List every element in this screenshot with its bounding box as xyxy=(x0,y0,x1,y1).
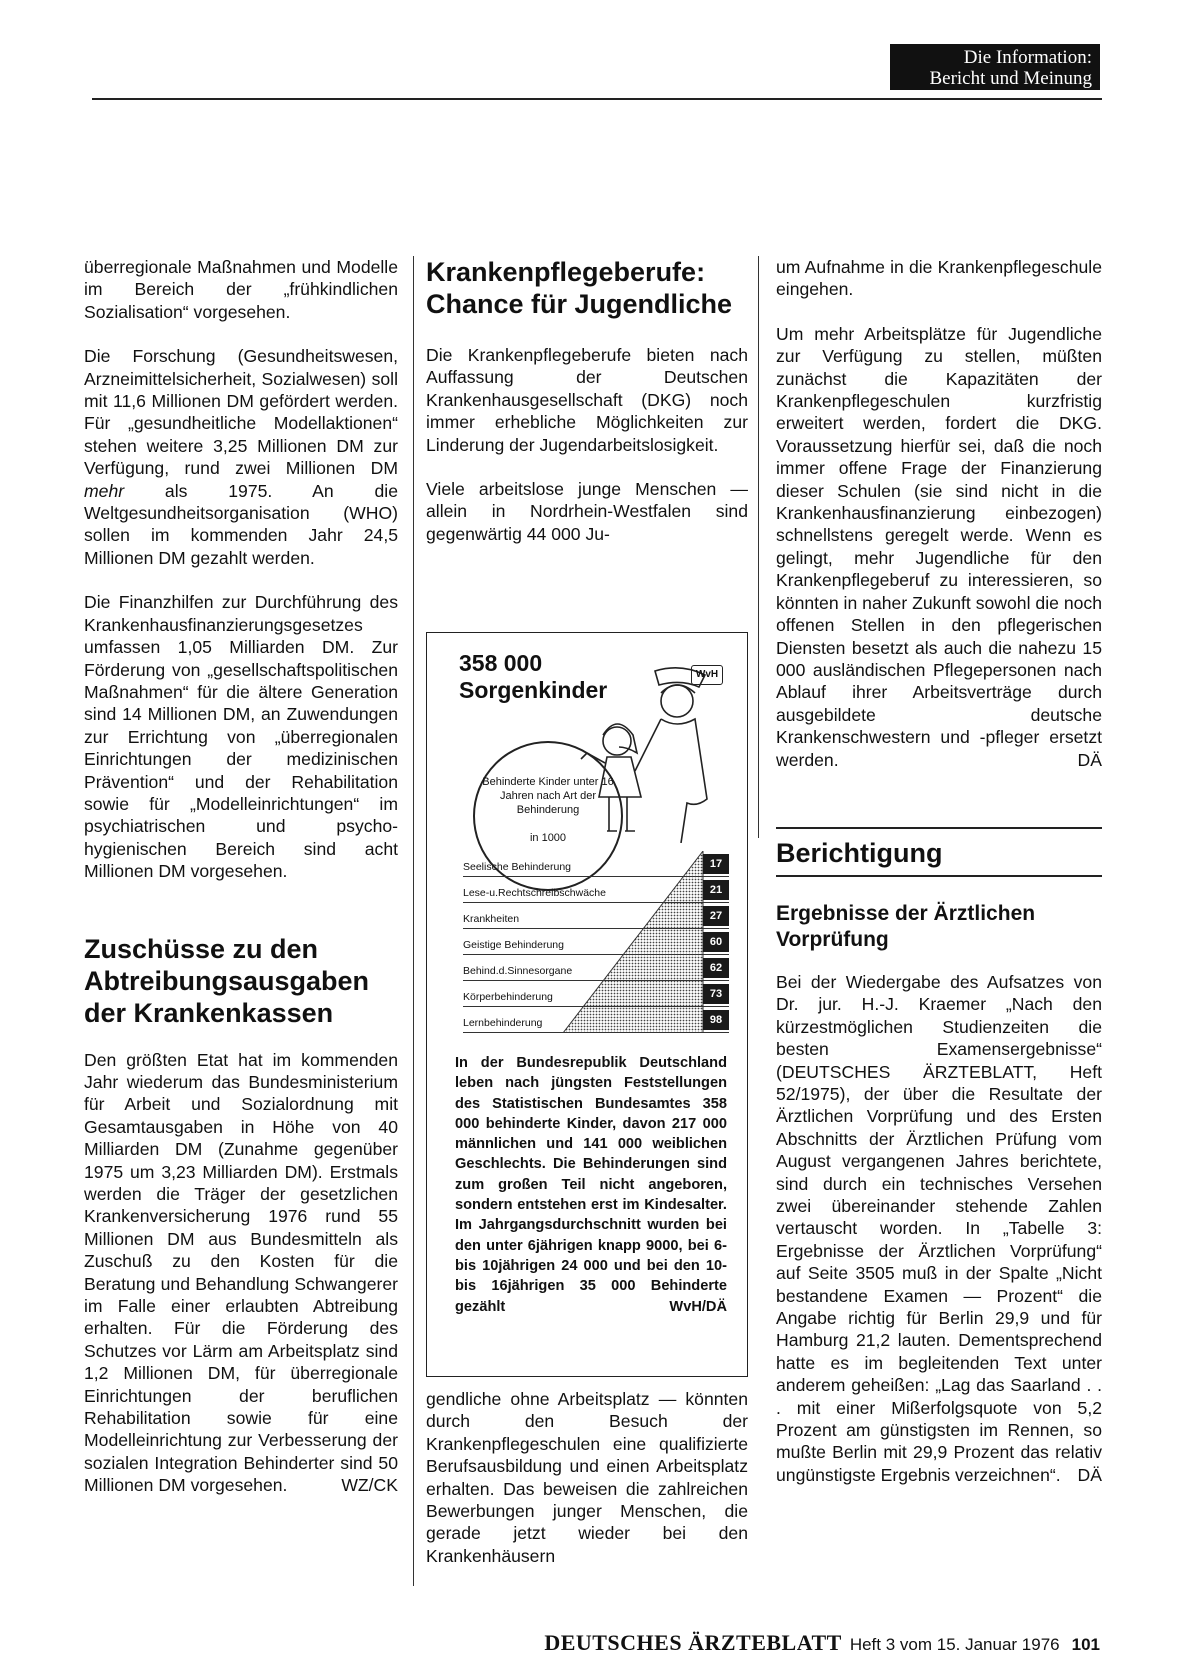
chart-legend-circle: Behinderte Kinder unter 16 Jahren nach Art der Behinderung in 1000 xyxy=(473,741,623,891)
infographic-title: 358 000 Sorgenkinder xyxy=(459,650,608,703)
paragraph: Die Forschung (Gesundheitswesen, Arzneimittelsicherheit, Sozialwesen) soll mit 11,6 Millionen DM gefördert werden. Für „gesundheitliche Modellaktionen“ stehen weitere 3,25 Millionen DM zur Verfügung, rund zwei Millionen DM mehr als 1975. An die Weltgesundheitsorganisation (WHO) sollen im kommenden Jahr 24,5 Millionen DM gezahlt werden. xyxy=(84,346,398,568)
wvh-logo: WvH xyxy=(691,665,723,685)
paragraph: Bei der Wiedergabe des Aufsatzes von Dr. jur. H.-J. Kraemer „Nach den kürzestmöglichen Studienzeiten die besten Examensergebnisse“ (DEUTSCHES ÄRZTEBLATT, Heft 52/1975), der über die Resultate der Ärztlichen Vorprüfung und des Ersten Abschnitts der Ärztlichen Prüfung vom August vergangenen Jahres berichtete, sind durch ein technisches Versehen zwei übereinander stehende Zahlen vertauscht worden. In „Tabelle 3: Ergebnisse der Ärztlichen Vorprüfung“ auf Seite 3505 muß in der Spalte „Nicht bestandene Examen — Prozent“ die Angabe richtig für Berlin 29,9 und für Hamburg 21,2 lauten. Dementsprechend hatte es im begleitenden Text unter anderem geheißen: „Lag das Saarland . . . mit einer Mißerfolgsquote von 5,2 Prozent am günstigsten im Rennen, so mußte Berlin mit 29,9 Prozent das relativ ungünstigste Ergebnis verzeichnen“. DÄ xyxy=(776,971,1102,1485)
category-label: Körperbehinderung xyxy=(463,991,553,1003)
category-value: 98 xyxy=(703,1010,729,1030)
section-label-line1: Die Information: xyxy=(963,47,1092,68)
column-2-continued xyxy=(426,1388,748,1567)
category-label: Seelische Behinderung xyxy=(463,861,571,873)
author-signature: WZ/CK xyxy=(341,1475,398,1496)
paragraph: Viele arbeitslose junge Menschen — allein in Nordrhein-Westfalen sind gegenwärtig 44 000 Ju- xyxy=(426,479,748,544)
category-value: 21 xyxy=(703,880,729,900)
column-2 xyxy=(426,256,748,545)
category-label: Lernbehinderung xyxy=(463,1017,543,1029)
infographic xyxy=(426,632,748,1377)
category-value: 27 xyxy=(703,906,729,926)
paragraph: Die Finanzhilfen zur Durchführung des Krankenhausfinanzierungsgesetzes umfassen 1,05 Milliarden DM. Zur Förderung von „gesellschaftspolitischen Maßnahmen“ für die ältere Generation sind 14 Millionen DM, an Zuwendungen zur Errichtung von „überregionalen Einrichtungen der medizinischen Prävention“ und der Rehabilitation sowie für „Modelleinrichtungen“ im psychiatrischen und psycho-hygienischen Bereich sind acht Millionen DM vorgesehen. xyxy=(84,592,398,882)
section-label xyxy=(890,44,1100,90)
section-heading: Berichtigung xyxy=(776,837,943,868)
paragraph: gendliche ohne Arbeitsplatz — könnten durch den Besuch der Krankenpflegeschulen eine qualifizierte Berufsausbildung und einen Arbeitsplatz erhalten. Das beweisen die zahlreichen Bewerbungen junger Menschen, die gerade jetzt wieder bei den Krankenhäusern xyxy=(426,1389,748,1566)
category-label: Behind.d.Sinnesorgane xyxy=(463,965,573,977)
category-value: 60 xyxy=(703,932,729,952)
category-value: 17 xyxy=(703,854,729,874)
category-value: 73 xyxy=(703,984,729,1004)
caption-signature: WvH/DÄ xyxy=(669,1298,727,1315)
category-row xyxy=(463,851,729,877)
paragraph: überregionale Maßnahmen und Modelle im Bereich der „frühkindlichen Sozialisation“ vorgesehen. xyxy=(84,257,398,322)
page-footer xyxy=(0,1630,1100,1656)
column-divider-2 xyxy=(758,256,759,838)
section-label-line2: Bericht und Meinung xyxy=(929,68,1092,89)
category-row xyxy=(463,1007,729,1033)
paragraph: Die Krankenpflegeberufe bieten nach Auffassung der Deutschen Krankenhausgesellschaft (DKG) noch immer erhebliche Möglichkeiten zur Linderung der Jugendarbeitslosigkeit. xyxy=(426,345,748,455)
author-signature: DÄ xyxy=(1077,1464,1102,1485)
magazine-name: DEUTSCHES ÄRZTEBLATT xyxy=(544,1630,842,1655)
section-rule xyxy=(776,875,1102,877)
article-heading: Krankenpflegeberufe: Chance für Jugendliche xyxy=(426,257,733,319)
category-row xyxy=(463,981,729,1007)
page-number: 101 xyxy=(1071,1635,1100,1654)
category-row xyxy=(463,903,729,929)
category-label: Krankheiten xyxy=(463,913,520,925)
paragraph: um Aufnahme in die Krankenpflegeschule eingehen. xyxy=(776,257,1102,300)
column-3 xyxy=(776,256,1102,1486)
unit-label: in 1000 xyxy=(529,832,567,844)
category-row xyxy=(463,877,729,903)
paragraph: Um mehr Arbeitsplätze für Jugendliche zur Verfügung zu stellen, müßten zunächst die Kapazitäten der Krankenpflegeschulen kurzfristig erweitert werden, fordert die DKG. Voraussetzung hierfür sei, daß die noch immer offene Frage der Finanzierung dieser Schulen (sie sind nicht in die Krankenhausfinanzierung einbezogen) schnellstens geregelt werde. Wenn es gelingt, mehr Jugendliche für den Krankenpflegeberuf zu interessieren, so könnten in naher Zukunft sowohl die noch offenen Stellen in den pflegerischen Diensten besetzt als auch die nahezu 15 000 ausländischen Pflegepersonen nach Ablauf ihrer Arbeitsverträge durch ausgebildete deutsche Krankenschwestern und -pfleger ersetzt werden. DÄ xyxy=(776,323,1102,770)
category-row xyxy=(463,929,729,955)
header-rule xyxy=(92,98,1102,100)
category-list xyxy=(463,851,729,1033)
emphasis: mehr xyxy=(84,480,125,501)
column-divider-1 xyxy=(413,256,414,1586)
column-1 xyxy=(84,256,398,1497)
category-label: Lese-u.Rechtschreibschwäche xyxy=(463,887,606,899)
section-rule xyxy=(776,827,1102,829)
category-row xyxy=(463,955,729,981)
category-value: 62 xyxy=(703,958,729,978)
issue-info: Heft 3 vom 15. Januar 1976 xyxy=(849,1635,1060,1654)
category-label: Geistige Behinderung xyxy=(463,939,564,951)
infographic-caption: In der Bundesrepublik Deutschland leben nach jüngsten Feststellungen des Statistischen Bundesamtes 358 000 behinderte Kinder, davon 217 000 männlichen und 141 000 weiblichen Geschlechts. Die Behinderungen sind zum großen Teil nicht angeboren, sondern entstehen erst im Kindesalter. Im Jahrgangsdurchschnitt wurden bei den unter 6jährigen knapp 9000, bei 6- bis 10jährigen 24 000 und bei den 10- bis 16jährigen 35 000 Behinderte gezählt WvH/DÄ xyxy=(455,1053,727,1317)
article-heading: Zuschüsse zu den Abtreibungsausgaben der Krankenkassen xyxy=(84,933,370,1028)
author-signature: DÄ xyxy=(1077,749,1102,770)
article-heading: Ergebnisse der Ärztlichen Vorprüfung xyxy=(776,901,1036,951)
paragraph: Den größten Etat hat im kommenden Jahr wiederum das Bundesministerium für Arbeit und Sozialordnung mit Gesamtausgaben in Höhe von 40 Milliarden DM (Zunahme gegenüber 1975 um 3,23 Milliarden DM). Erstmals werden die Träger der gesetzlichen Krankenversicherung 1976 rund 55 Millionen DM aus Bundesmitteln als Zuschuß zu den Kosten für die Beratung und Behandlung Schwangerer im Falle einer erlaubten Abtreibung erhalten. Für die Förderung des Schutzes vor Lärm am Arbeitsplatz sind 1,2 Millionen DM, für überregionale Einrichtungen der beruflichen Rehabilitation sowie für eine Modelleinrichtung zur Verbesserung der sozialen Integration Behinderter sind 50 Millionen DM vorgesehen. WZ/CK xyxy=(84,1049,398,1496)
